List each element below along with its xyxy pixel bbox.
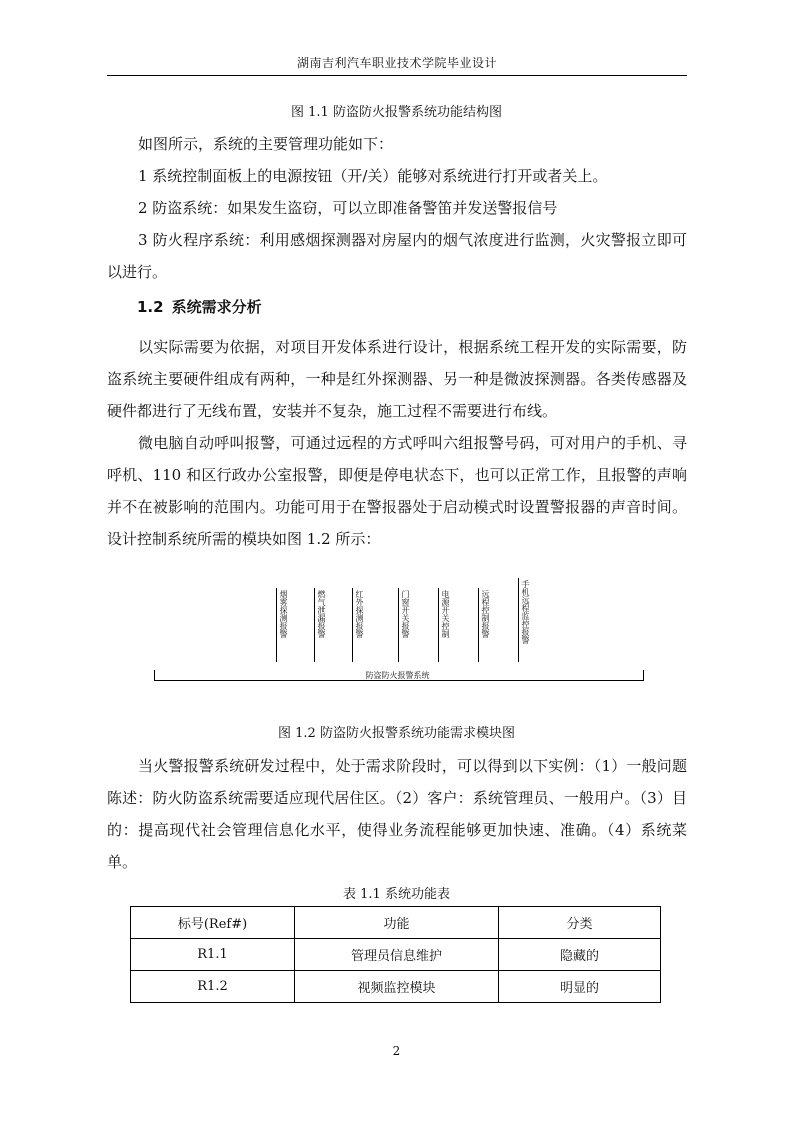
body-paragraph-1: 以实际需要为依据，对项目开发体系进行设计，根据系统工程开发的实际需要，防盗系统主要硬件组成有两种，一种是红外探测器、另一种是微波探测器。各类传感器及硬件都进行了无线布置，安装并不复杂，施工过程不需要进行布线。 (107, 338, 687, 420)
diagram-module (398, 588, 413, 662)
diagram-module-label: 电源开关控制 (441, 590, 450, 638)
page-number: 2 (392, 1044, 401, 1058)
intro-lead: 如图所示，系统的主要管理功能如下： (138, 135, 394, 153)
table-cell: 明显的 (499, 971, 661, 1003)
diagram-module (478, 588, 493, 662)
table-row (131, 939, 661, 971)
diagram-module-label: 远程控制报警 (481, 590, 490, 638)
diagram-module-label: 手机远程监控报警 (521, 580, 530, 644)
intro-item-3: 3 防火程序系统：利用感烟探测器对房屋内的烟气浓度进行监测，火灾警报立即可以进行。 (107, 231, 687, 281)
table-cell: 视频监控模块 (295, 971, 499, 1003)
intro-item-2: 2 防盗系统：如果发生盗窃，可以立即准备警笛并发送警报信号 (138, 199, 558, 217)
table-cell: 管理员信息维护 (295, 939, 499, 971)
figure-2-caption: 图 1.2 防盗防火报警系统功能需求模块图 (278, 726, 515, 741)
diagram-module (314, 588, 329, 662)
function-table (130, 906, 661, 1003)
table-cell: R1.2 (131, 971, 295, 1003)
body-paragraph-3: 当火警报警系统研发过程中，处于需求阶段时，可以得到以下实例：（1）一般问题陈述：防火防盗系统需要适应现代居住区。（2）客户：系统管理员、一般用户。（3）目的：提高现代社会管理信息化水平，使得业务流程能够更加快速、准确。（4）系统菜单。 (107, 757, 687, 871)
diagram-module (438, 588, 453, 662)
diagram-module-label: 烟雾探测报警 (279, 590, 288, 638)
diagram-module (518, 578, 533, 662)
diagram-module-label: 红外探测报警 (355, 590, 364, 638)
table-header-cell: 标号(Ref#) (131, 907, 295, 939)
table-header-row (131, 907, 661, 939)
table-header-cell: 功能 (295, 907, 499, 939)
section-heading (137, 296, 270, 317)
diagram-module (276, 588, 291, 662)
diagram-module-label: 门窗开关报警 (401, 590, 410, 638)
table-header-cell: 分类 (499, 907, 661, 939)
table-row (131, 971, 661, 1003)
table-caption: 表 1.1 系统功能表 (343, 887, 450, 902)
intro-item-1: 1 系统控制面板上的电源按钮（开/关）能够对系统进行打开或者关上。 (138, 167, 608, 185)
table-cell: 隐藏的 (499, 939, 661, 971)
diagram-bus-label: 防盗防火报警系统 (365, 671, 430, 680)
figure-1-caption: 图 1.1 防盗防火报警系统功能结构图 (291, 105, 502, 120)
diagram-module (352, 588, 367, 662)
module-diagram (150, 580, 645, 688)
diagram-module-label: 燃气泄漏报警 (317, 590, 326, 638)
section-title: 系统需求分析 (171, 298, 262, 316)
section-number: 1.2 (137, 298, 164, 316)
body-paragraph-2: 微电脑自动呼叫报警，可通过远程的方式呼叫六组报警号码，可对用户的手机、寻呼机、110 和区行政办公室报警，即便是停电状态下，也可以正常工作，且报警的声响并不在被影响的范围内。功能可用于在警报器处于启动模式时设置警报器的声音时间。设计控制系统所需的模块如图 1.2 所示： (107, 434, 687, 548)
header-rule (107, 75, 687, 76)
header-title: 湖南吉利汽车职业技术学院毕业设计 (296, 56, 497, 70)
table-cell: R1.1 (131, 939, 295, 971)
